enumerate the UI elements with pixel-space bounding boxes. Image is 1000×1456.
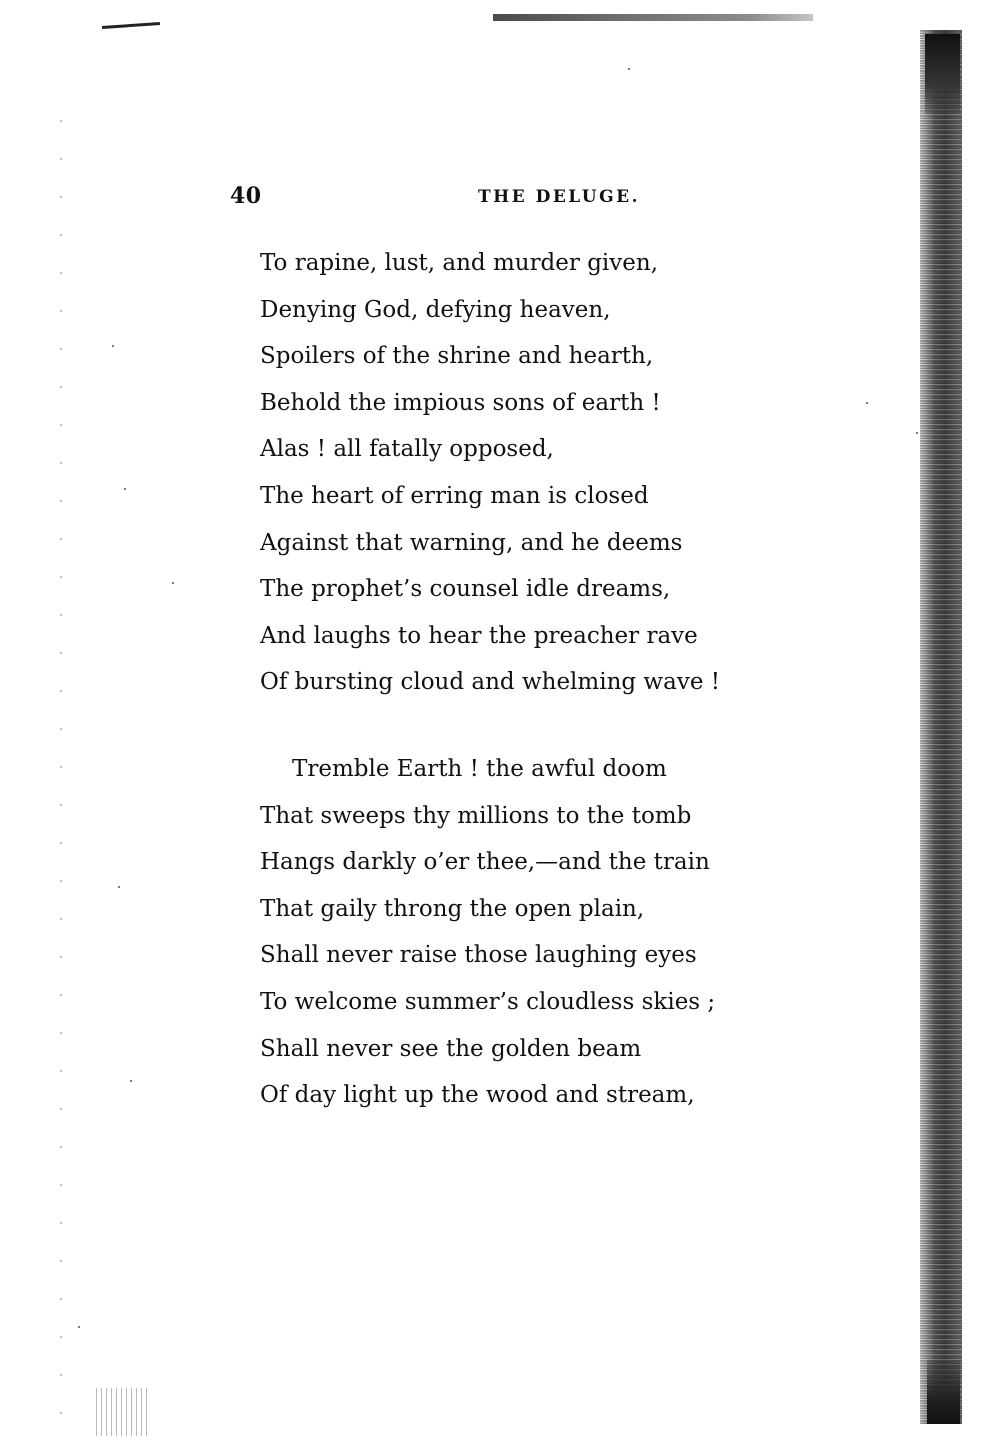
scan-bottom-stub	[96, 1388, 148, 1436]
poem-line: Against that warning, and he deems	[260, 529, 683, 556]
stanza-1	[260, 240, 880, 706]
poem-line: To rapine, lust, and murder given,	[260, 250, 659, 276]
poem-line: The heart of erring man is closed	[260, 482, 649, 509]
scan-top-rule	[493, 14, 813, 21]
scan-speck	[124, 488, 126, 490]
scan-corner-mark	[102, 22, 160, 29]
scan-speck	[628, 68, 630, 70]
poem-line: That gaily throng the open plain,	[260, 895, 645, 922]
scan-left-margin-specks	[60, 120, 62, 1420]
scan-speck	[172, 582, 174, 584]
page-number: 40	[230, 183, 262, 209]
poem-line: Of day light up the wood and stream,	[260, 1082, 695, 1109]
scan-binding-edge-top	[925, 34, 960, 114]
scan-binding-edge	[920, 30, 962, 1424]
stanza-2	[260, 746, 880, 1119]
poem-line: Alas ! all fatally opposed,	[260, 436, 554, 463]
scan-speck	[112, 345, 114, 347]
poem-line: Hangs darkly o’er thee,—and the train	[260, 849, 710, 876]
scan-speck	[118, 886, 120, 888]
poem-line: Shall never raise those laughing eyes	[260, 942, 697, 969]
scan-speck	[916, 432, 918, 434]
running-header	[230, 183, 730, 213]
scan-speck	[130, 1080, 132, 1082]
poem-line: Denying God, defying heaven,	[260, 296, 611, 323]
poem-line: Behold the impious sons of earth !	[260, 389, 661, 416]
poem-line: And laughs to hear the preacher rave	[260, 622, 698, 649]
poem-body	[260, 240, 880, 1159]
poem-line: That sweeps thy millions to the tomb	[260, 802, 692, 829]
poem-line: The prophet’s counsel idle dreams,	[260, 576, 671, 603]
scan-binding-edge-bottom	[927, 1360, 960, 1424]
poem-line: Tremble Earth ! the awful doom	[292, 755, 667, 782]
poem-line: Of bursting cloud and whelming wave !	[260, 669, 720, 696]
scan-speck	[78, 1326, 80, 1328]
running-title: THE DELUGE.	[478, 187, 641, 207]
poem-line: Spoilers of the shrine and hearth,	[260, 343, 654, 370]
poem-line: Shall never see the golden beam	[260, 1035, 642, 1062]
poem-line: To welcome summer’s cloudless skies ;	[260, 988, 716, 1015]
